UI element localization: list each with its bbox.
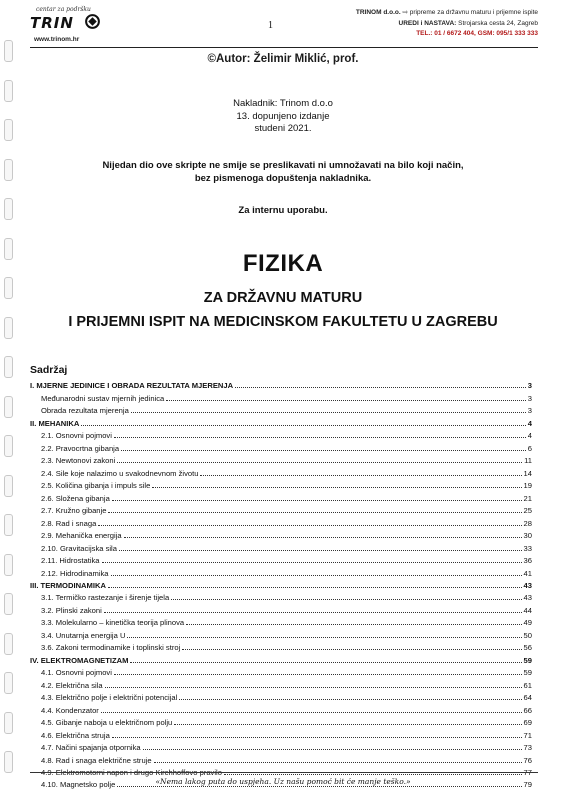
- toc-entry-page: 77: [523, 768, 532, 777]
- toc-entry-label: Obrada rezultata mjerenja: [41, 406, 129, 416]
- toc-entry-page: 64: [523, 693, 532, 703]
- toc-entry-row[interactable]: [30, 640, 532, 652]
- binder-hole: [4, 435, 13, 457]
- binder-hole: [4, 712, 13, 734]
- toc-dot-leader: [124, 537, 522, 538]
- toc-entry-row[interactable]: [30, 565, 532, 577]
- toc-entry-row[interactable]: [30, 528, 532, 540]
- toc-entry-row[interactable]: [30, 665, 532, 677]
- toc-entry-row[interactable]: [30, 428, 532, 440]
- toc-entry-page: 36: [523, 556, 532, 566]
- toc-entry-page: 61: [523, 680, 532, 690]
- toc-entry-page: 11: [524, 456, 532, 466]
- toc-dot-leader: [104, 612, 522, 613]
- page-header: [0, 0, 566, 50]
- toc-entry-page: 3: [527, 406, 532, 416]
- toc-entry-label: IV. ELEKTROMAGNETIZAM: [30, 655, 129, 665]
- document-subtitle-1: ZA DRŽAVNU MATURU: [203, 290, 363, 306]
- toc-entry-page: 73: [523, 743, 532, 753]
- toc-dot-leader: [143, 749, 522, 750]
- toc-entry-row[interactable]: [30, 740, 532, 752]
- binder-hole: [4, 672, 13, 694]
- toc-entry-row[interactable]: [30, 440, 532, 452]
- toc-entry-page: 79: [523, 780, 532, 790]
- toc-entry-page: 4: [527, 431, 532, 441]
- toc-entry-label: 2.9. Mehanička energija: [41, 531, 122, 541]
- toc-dot-leader: [108, 512, 521, 513]
- toc-entry-label: 4.2. Električna sila: [41, 680, 103, 690]
- author-line: ©Autor: Želimir Miklić, prof.: [207, 53, 359, 65]
- toc-entry-page: 28: [523, 518, 532, 528]
- toc-dot-leader: [102, 562, 522, 563]
- logo-wordmark: TRIN: [30, 14, 74, 32]
- company-description: ⇨ pripreme za državnu maturu i prijemne ispite: [402, 9, 538, 16]
- toc-entry-label: 2.1. Osnovni pojmovi: [41, 431, 112, 441]
- toc-entry-label: 3.2. Plinski zakoni: [41, 605, 102, 615]
- logo-circle-icon: [84, 13, 101, 30]
- publisher: Nakladnik: Trinom d.o.o: [233, 98, 333, 109]
- toc-entry-row[interactable]: [30, 727, 532, 739]
- toc-entry-row[interactable]: [30, 403, 532, 415]
- toc-entry-label: 3.4. Unutarnja energija U: [41, 630, 126, 640]
- edition: 13. dopunjeno izdanje: [236, 110, 330, 122]
- logo-url: www.trinom.hr: [34, 36, 80, 43]
- toc-section-row[interactable]: [30, 652, 532, 664]
- toc-entry-label: 2.4. Sile koje nalazimo u svakodnevnom životu: [41, 468, 199, 478]
- toc-entry-row[interactable]: [30, 627, 532, 639]
- toc-entry-page: 3: [527, 381, 532, 391]
- toc-entry-label: 2.6. Složena gibanja: [41, 493, 110, 503]
- toc-entry-page: 71: [523, 730, 532, 740]
- toc-dot-leader: [81, 425, 525, 426]
- toc-dot-leader: [152, 487, 521, 488]
- toc-dot-leader: [179, 699, 521, 700]
- toc-entry-label: 4.6. Električna struja: [41, 730, 110, 740]
- logo-tagline: centar za podršku: [36, 6, 91, 13]
- toc-dot-leader: [119, 550, 522, 551]
- toc-entry-page: 66: [523, 705, 532, 715]
- office-label: UREDI i NASTAVA:: [398, 19, 457, 27]
- toc-entry-label: 4.10. Magnetsko polje: [41, 780, 116, 790]
- toc-entry-page: 41: [523, 568, 532, 578]
- toc-dot-leader: [108, 587, 522, 588]
- footer-motto: «Nema lakog puta do uspjeha. Uz našu pomoć bit će manje teško.»: [155, 777, 411, 786]
- toc-entry-row[interactable]: [30, 677, 532, 689]
- toc-dot-leader: [111, 575, 522, 576]
- toc-section-row[interactable]: [30, 415, 532, 427]
- toc-entry-row[interactable]: [30, 478, 532, 490]
- toc-section-row[interactable]: [30, 378, 532, 390]
- toc-entry-label: 3.1. Termičko rastezanje i širenje tijela: [41, 593, 170, 603]
- toc-entry-row[interactable]: [30, 503, 532, 515]
- toc-dot-leader: [114, 674, 522, 675]
- toc-entry-row[interactable]: [30, 490, 532, 502]
- toc-entry-row[interactable]: [30, 515, 532, 527]
- toc-entry-label: 3.6. Zakoni termodinamike i toplinski stroj: [41, 643, 181, 653]
- toc-entry-page: 19: [523, 481, 532, 491]
- toc-dot-leader: [101, 712, 522, 713]
- edition-date: studeni 2021.: [254, 123, 312, 135]
- toc-entry-label: 2.10. Gravitacijska sila: [41, 543, 117, 553]
- toc-entry-row[interactable]: [30, 453, 532, 465]
- toc-entry-page: 4: [527, 418, 532, 428]
- toc-entry-row[interactable]: [30, 752, 532, 764]
- toc-entry-label: 4.9. Elektromotorni napon i drugo Kirchhoffovo pravilo: [41, 768, 222, 777]
- toc-entry-page: 56: [523, 643, 532, 653]
- binder-hole: [4, 356, 13, 378]
- toc-entry-row[interactable]: [30, 615, 532, 627]
- toc-entry-label: 4.8. Rad i snaga električne struje: [41, 755, 152, 765]
- binder-hole: [4, 633, 13, 655]
- document-title: FIZIKA: [242, 250, 324, 277]
- toc-entry-label: III. TERMODINAMIKA: [30, 580, 106, 590]
- toc-entry-page: 3: [527, 393, 532, 403]
- toc-entry-page: 69: [523, 718, 532, 728]
- toc-section-row[interactable]: [30, 578, 532, 590]
- toc-entry-label: 4.3. Električno polje i električni potencijal: [41, 693, 178, 703]
- toc-entry-page: 30: [523, 531, 532, 541]
- toc-dot-leader: [174, 724, 521, 725]
- binder-hole: [4, 593, 13, 615]
- toc-entry-row[interactable]: [30, 602, 532, 614]
- toc-dot-leader: [171, 599, 521, 600]
- toc-entry-row[interactable]: [30, 540, 532, 552]
- toc-dot-leader: [154, 762, 522, 763]
- toc-dot-leader: [112, 500, 522, 501]
- toc-dot-leader: [117, 786, 521, 787]
- toc-dot-leader: [224, 774, 522, 775]
- toc-dot-leader: [112, 737, 522, 738]
- binder-hole: [4, 554, 13, 576]
- toc-dot-leader: [130, 662, 521, 663]
- toc-entry-page: 43: [523, 580, 532, 590]
- toc-entry-page: 49: [523, 618, 532, 628]
- toc-entry-page: 33: [523, 543, 532, 553]
- toc-entry-label: 4.7. Načini spajanja otpornika: [41, 743, 141, 753]
- toc-dot-leader: [105, 687, 522, 688]
- notice-line-1: Nijedan dio ove skripte ne smije se preslikavati ni umnožavati na bilo koji način,: [102, 160, 464, 171]
- toc-dot-leader: [131, 412, 526, 413]
- binder-hole: [4, 396, 13, 418]
- copyright-notice: [0, 160, 566, 185]
- toc-entry-label: 2.11. Hidrostatika: [41, 556, 100, 566]
- toc-entry-label: 2.8. Rad i snaga: [41, 518, 97, 528]
- binder-hole: [4, 475, 13, 497]
- toc-dot-leader: [117, 462, 522, 463]
- binder-hole: [4, 751, 13, 773]
- toc-entry-row[interactable]: [30, 690, 532, 702]
- company-phone: TEL.: 01 / 6672 404,: [416, 30, 476, 37]
- trinom-logo: [30, 6, 110, 50]
- binder-hole: [4, 514, 13, 536]
- toc-dot-leader: [235, 387, 526, 388]
- notice-line-2: bez pismenoga dopuštenja nakladnika.: [194, 172, 372, 184]
- toc-entry-page: 25: [523, 506, 532, 516]
- document-subtitle-2: I PRIJEMNI ISPIT NA MEDICINSKOM FAKULTETU U ZAGREBU: [68, 314, 498, 330]
- table-of-contents: [30, 378, 532, 789]
- toc-entry-page: 76: [523, 755, 532, 765]
- toc-dot-leader: [98, 525, 521, 526]
- binder-holes: [4, 40, 14, 780]
- company-mobile: GSM: 095/1 333 333: [477, 30, 538, 37]
- company-line-1: [308, 8, 538, 19]
- toc-entry-label: 2.2. Pravocrtna gibanja: [41, 443, 120, 453]
- toc-entry-page: 50: [523, 630, 532, 640]
- company-name: TRINOM d.o.o.: [355, 9, 401, 16]
- toc-entry-row[interactable]: [30, 390, 532, 402]
- toc-entry-page: 43: [523, 593, 532, 603]
- toc-entry-label: 3.3. Molekularno – kinetička teorija plinova: [41, 618, 185, 628]
- toc-entry-label: 2.5. Količina gibanja i impuls sile: [41, 481, 151, 491]
- toc-dot-leader: [127, 637, 521, 638]
- toc-entry-row[interactable]: [30, 590, 532, 602]
- toc-entry-page: 6: [527, 443, 532, 453]
- toc-entry-label: I. MJERNE JEDINICE I OBRADA REZULTATA MJERENJA: [30, 381, 234, 391]
- internal-use-note: Za internu uporabu.: [238, 205, 328, 216]
- toc-entry-row[interactable]: [30, 553, 532, 565]
- toc-entry-row[interactable]: [30, 702, 532, 714]
- toc-entry-page: 14: [523, 468, 532, 478]
- toc-entry-page: 44: [523, 605, 532, 615]
- toc-entry-label: 2.3. Newtonovi zakoni: [41, 456, 116, 466]
- toc-entry-page: 21: [523, 493, 532, 503]
- toc-heading: Sadržaj: [30, 364, 68, 376]
- toc-entry-row[interactable]: [30, 765, 532, 777]
- toc-dot-leader: [186, 624, 521, 625]
- toc-entry-label: 4.5. Gibanje naboja u električnom polju: [41, 718, 173, 728]
- header-divider: [30, 47, 538, 48]
- toc-dot-leader: [114, 437, 526, 438]
- company-line-2: [308, 19, 538, 30]
- toc-dot-leader: [200, 475, 521, 476]
- toc-dot-leader: [166, 400, 526, 401]
- toc-entry-row[interactable]: [30, 715, 532, 727]
- toc-entry-label: II. MEHANIKA: [30, 418, 80, 428]
- toc-entry-page: 59: [523, 655, 532, 665]
- office-address: Strojarska cesta 24, Zagreb: [458, 19, 538, 27]
- toc-dot-leader: [182, 649, 521, 650]
- imprint-block: [0, 98, 566, 136]
- toc-entry-label: 2.12. Hidrodinamika: [41, 568, 109, 578]
- company-info: [308, 8, 538, 40]
- toc-entry-page: 59: [523, 668, 532, 678]
- toc-dot-leader: [121, 450, 526, 451]
- toc-entry-label: Međunarodni sustav mjernih jedinica: [41, 393, 165, 403]
- toc-entry-label: 4.1. Osnovni pojmovi: [41, 668, 112, 678]
- footer-divider: [30, 772, 538, 773]
- page-number: 1: [268, 20, 273, 31]
- toc-entry-label: 2.7. Kružno gibanje: [41, 506, 107, 516]
- toc-entry-label: 4.4. Kondenzator: [41, 705, 99, 715]
- company-line-3: [308, 29, 538, 40]
- toc-entry-row[interactable]: [30, 465, 532, 477]
